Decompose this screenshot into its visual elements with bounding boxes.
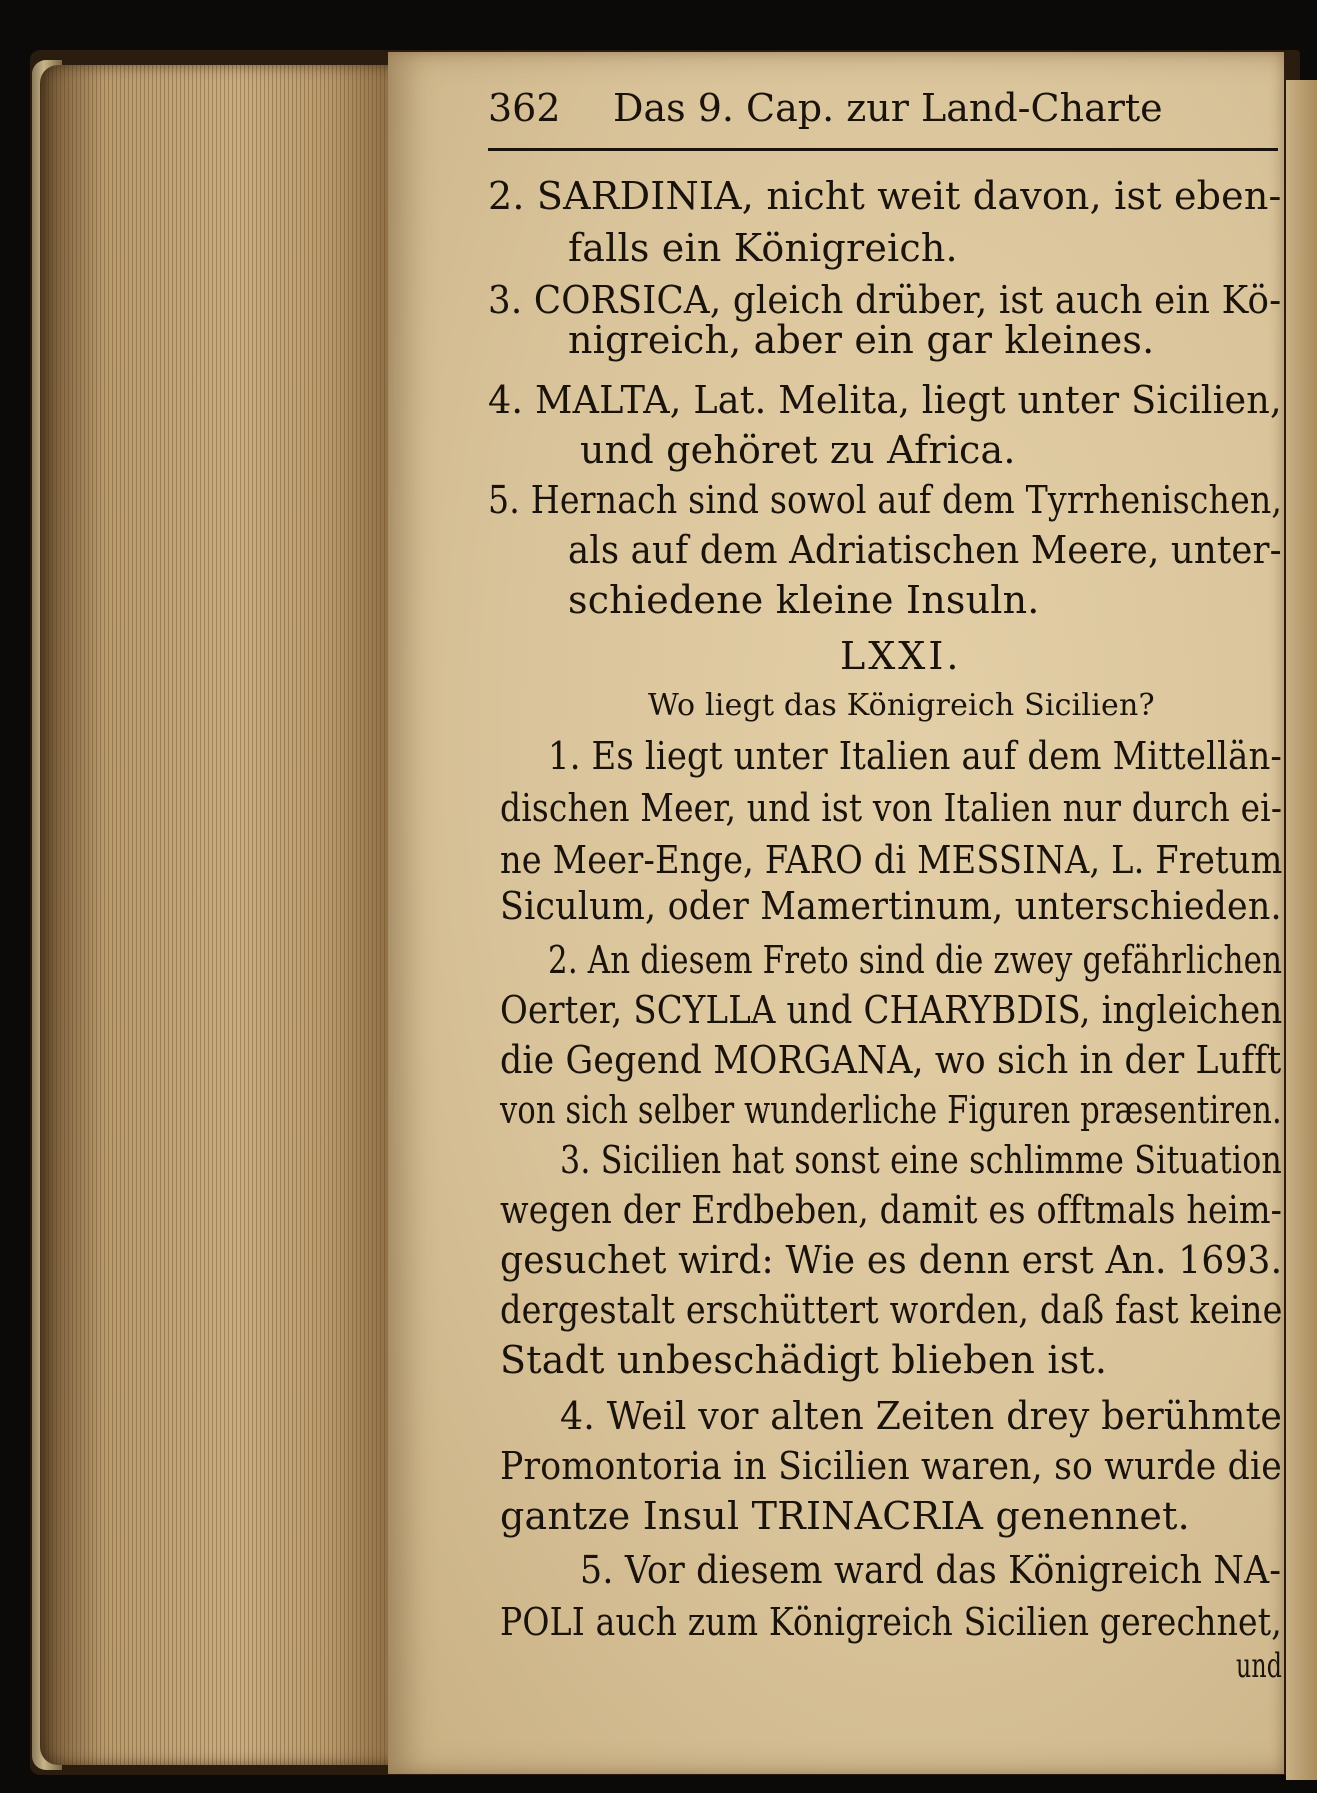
text-line: Promontoria in Sicilien waren, so wurde die [500,1444,1282,1488]
text-line: als auf dem Adriatischen Meere, unter- [568,528,1282,572]
catchword: und [1236,1646,1283,1686]
text-line: nigreich, aber ein gar kleines. [568,318,1155,362]
text-line: 4. MALTA, Lat. Melita, liegt unter Sicilien, [488,378,1282,422]
text-line: dergestalt erschüttert worden, daß fast keine [500,1288,1283,1332]
text-line: falls ein Königreich. [568,226,958,270]
section-question: Wo liegt das Königreich Sicilien? [648,688,1155,723]
running-header [488,80,1278,140]
text-line: 5. Vor diesem ward das Königreich NA- [580,1548,1282,1592]
text-line: 4. Weil vor alten Zeiten drey berühmte [560,1394,1283,1438]
text-line: 1. Es liegt unter Italien auf dem Mittellän- [548,734,1283,778]
header-rule [488,148,1278,151]
text-line: 5. Hernach sind sowol auf dem Tyrrhenischen, [488,478,1283,522]
text-line: dischen Meer, und ist von Italien nur durch ei- [500,786,1283,830]
text-line: von sich selber wunderliche Figuren præsentiren. [500,1088,1282,1132]
text-line: ne Meer-Enge, FARO di MESSINA, L. Fretum [500,838,1283,882]
running-title: Das 9. Cap. zur Land-Charte [613,86,1163,130]
text-line: Oerter, SCYLLA und CHARYBDIS, ingleichen [500,988,1283,1032]
text-line: 3. Sicilien hat sonst eine schlimme Situation [560,1138,1283,1182]
page-number: 362 [488,86,561,130]
text-line: 2. SARDINIA, nicht weit davon, ist eben- [488,174,1282,218]
text-line: und gehöret zu Africa. [580,428,1016,472]
text-line: Stadt unbeschädigt blieben ist. [500,1338,1108,1382]
next-page-edge [1286,80,1317,1780]
page-edges [40,65,400,1765]
text-line: 3. CORSICA, gleich drüber, ist auch ein Kö- [488,278,1282,322]
text-line: 2. An diesem Freto sind die zwey gefährlichen [548,938,1283,982]
text-line: wegen der Erdbeben, damit es offtmals heim- [500,1188,1283,1232]
text-line: schiedene kleine Insuln. [568,578,1040,622]
section-number: LXXI. [840,634,962,678]
text-line: gantze Insul TRINACRIA genennet. [500,1494,1190,1538]
text-line: Siculum, oder Mamertinum, unterschieden. [500,884,1282,928]
text-line: die Gegend MORGANA, wo sich in der Lufft [500,1038,1282,1082]
text-line: gesuchet wird: Wie es denn erst An. 1693. [500,1238,1283,1282]
text-line: POLI auch zum Königreich Sicilien gerechnet, [500,1600,1282,1644]
